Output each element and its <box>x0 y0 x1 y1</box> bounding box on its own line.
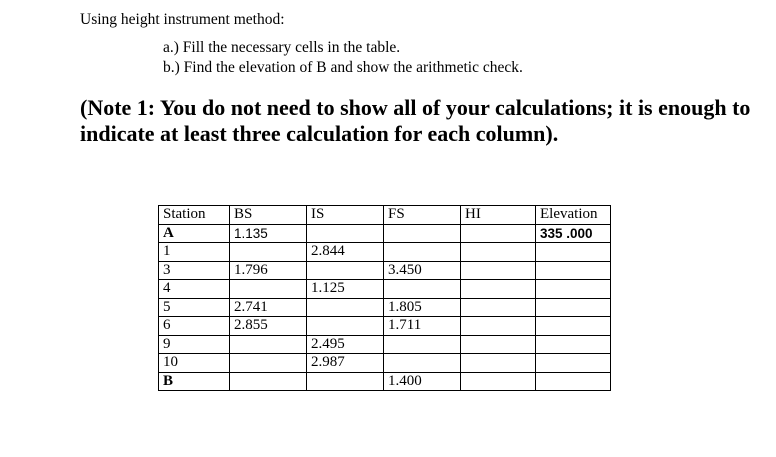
cell-bs: 2.855 <box>230 317 307 336</box>
cell-station: A <box>159 224 230 243</box>
task-a: a.) Fill the necessary cells in the table. <box>163 39 401 56</box>
table-row <box>159 317 611 336</box>
task-b: b.) Find the elevation of B and show the arithmetic check. <box>163 59 523 76</box>
cell-elevation <box>536 354 611 373</box>
cell-elevation: 335 .000 <box>536 224 611 243</box>
cell-station: 5 <box>159 298 230 317</box>
cell-bs <box>230 354 307 373</box>
table-row <box>159 298 611 317</box>
cell-bs: 2.741 <box>230 298 307 317</box>
cell-is: 2.495 <box>307 335 384 354</box>
cell-fs: 1.711 <box>384 317 461 336</box>
cell-fs <box>384 354 461 373</box>
cell-fs <box>384 335 461 354</box>
cell-hi <box>461 354 536 373</box>
cell-is: 2.844 <box>307 243 384 262</box>
header-elevation: Elevation <box>536 206 611 225</box>
table-row <box>159 372 611 391</box>
table-row <box>159 224 611 243</box>
cell-hi <box>461 317 536 336</box>
table-row <box>159 243 611 262</box>
cell-is <box>307 224 384 243</box>
cell-hi <box>461 335 536 354</box>
cell-bs <box>230 243 307 262</box>
cell-is <box>307 317 384 336</box>
table-row <box>159 354 611 373</box>
cell-station: 10 <box>159 354 230 373</box>
header-fs: FS <box>384 206 461 225</box>
cell-bs <box>230 335 307 354</box>
cell-hi <box>461 243 536 262</box>
cell-station: 3 <box>159 261 230 280</box>
cell-elevation <box>536 317 611 336</box>
header-bs: BS <box>230 206 307 225</box>
table-row <box>159 280 611 299</box>
cell-is: 1.125 <box>307 280 384 299</box>
header-row <box>159 206 611 225</box>
cell-station: 6 <box>159 317 230 336</box>
cell-hi <box>461 298 536 317</box>
cell-elevation <box>536 243 611 262</box>
cell-hi <box>461 224 536 243</box>
cell-station: 1 <box>159 243 230 262</box>
cell-bs <box>230 372 307 391</box>
cell-elevation <box>536 298 611 317</box>
cell-bs <box>230 280 307 299</box>
cell-elevation <box>536 335 611 354</box>
table-row <box>159 261 611 280</box>
cell-fs: 3.450 <box>384 261 461 280</box>
cell-station: B <box>159 372 230 391</box>
cell-bs: 1.135 <box>230 224 307 243</box>
cell-bs: 1.796 <box>230 261 307 280</box>
cell-is: 2.987 <box>307 354 384 373</box>
cell-hi <box>461 280 536 299</box>
cell-hi <box>461 261 536 280</box>
cell-elevation <box>536 372 611 391</box>
cell-is <box>307 298 384 317</box>
cell-station: 9 <box>159 335 230 354</box>
intro-text: Using height instrument method: <box>80 11 285 28</box>
cell-elevation <box>536 261 611 280</box>
cell-is <box>307 372 384 391</box>
header-hi: HI <box>461 206 536 225</box>
cell-fs <box>384 224 461 243</box>
cell-fs: 1.805 <box>384 298 461 317</box>
cell-hi <box>461 372 536 391</box>
cell-elevation <box>536 280 611 299</box>
leveling-table <box>158 205 611 391</box>
cell-fs <box>384 280 461 299</box>
table-row <box>159 335 611 354</box>
cell-station: 4 <box>159 280 230 299</box>
cell-fs <box>384 243 461 262</box>
cell-is <box>307 261 384 280</box>
cell-fs: 1.400 <box>384 372 461 391</box>
header-station: Station <box>159 206 230 225</box>
note-text: (Note 1: You do not need to show all of your calculations; it is enough to indicate at least three calculation for each column). <box>80 95 751 146</box>
header-is: IS <box>307 206 384 225</box>
